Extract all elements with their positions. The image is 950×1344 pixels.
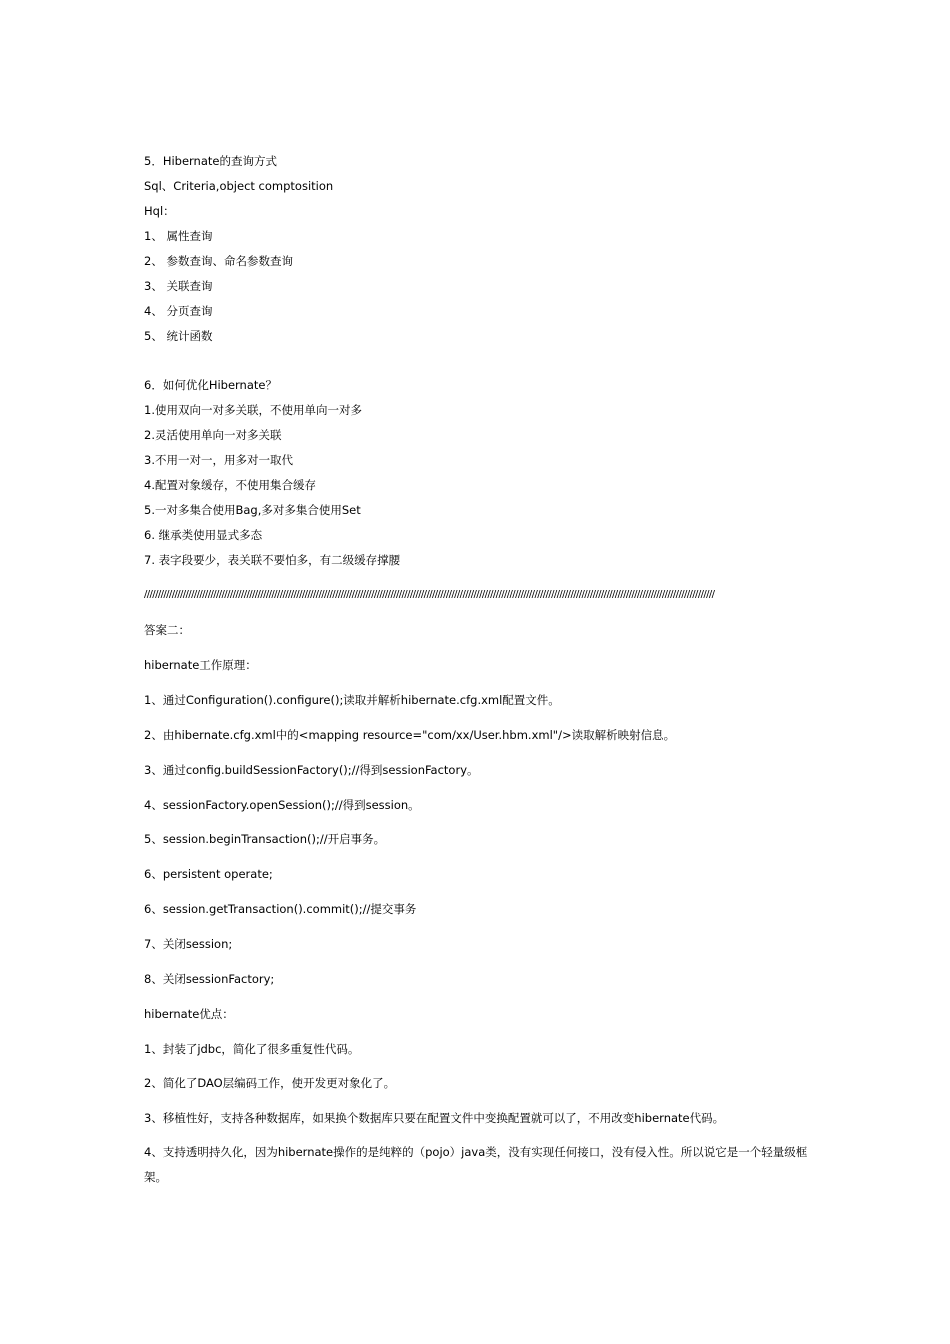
advantage-item: 3、移植性好，支持各种数据库，如果换个数据库只要在配置文件中变换配置就可以了，不用改变hibernate代码。 [144, 1111, 725, 1125]
list-item: 3、 关联查询 [144, 279, 213, 293]
list-item: 7. 表字段要少，表关联不要怕多，有二级缓存撑腰 [144, 553, 401, 567]
list-item: 1.使用双向一对多关联，不使用单向一对多 [144, 403, 362, 417]
principle-title: hibernate工作原理： [144, 658, 257, 672]
hql-label: Hql： [144, 204, 175, 218]
step-item: 6、session.getTransaction().commit();//提交事务 [144, 902, 417, 916]
step-item: 3、通过config.buildSessionFactory();//得到sessionFactory。 [144, 763, 479, 777]
list-item: 5、 统计函数 [144, 329, 213, 343]
slash-divider: ////////////////////////////////////////////////////////////////////////////////////////////////////////////////////////////////////////////////////////////////////////////////////////////////////////////// [144, 589, 715, 600]
advantage-item: 4、支持透明持久化，因为hibernate操作的是纯粹的（pojo）java类，没有实现任何接口，没有侵入性。所以说它是一个轻量级框架。 [144, 1145, 808, 1184]
step-item: 2、由hibernate.cfg.xml中的<mapping resource="com/xx/User.hbm.xml"/>读取解析映射信息。 [144, 728, 676, 742]
list-item: 3.不用一对一，用多对一取代 [144, 453, 293, 467]
list-item: 2、 参数查询、命名参数查询 [144, 254, 293, 268]
list-item: 1、 属性查询 [144, 229, 213, 243]
step-item: 5、session.beginTransaction();//开启事务。 [144, 832, 386, 846]
list-item: 4、 分页查询 [144, 304, 213, 318]
section-title-optimize: 6．如何优化Hibernate？ [144, 378, 277, 392]
step-item: 8、关闭sessionFactory; [144, 972, 275, 986]
step-item: 7、关闭session; [144, 937, 233, 951]
advantages-title: hibernate优点： [144, 1007, 234, 1021]
step-item: 6、persistent operate; [144, 867, 273, 881]
list-item: 4.配置对象缓存，不使用集合缓存 [144, 478, 316, 492]
advantage-item: 2、简化了DAO层编码工作，使开发更对象化了。 [144, 1076, 396, 1090]
step-item: 4、sessionFactory.openSession();//得到session。 [144, 798, 420, 812]
step-item: 1、通过Configuration().configure();读取并解析hibernate.cfg.xml配置文件。 [144, 693, 560, 707]
list-item: 6. 继承类使用显式多态 [144, 528, 263, 542]
text-line: Sql、Criteria,object comptosition [144, 179, 334, 193]
answer-two-title: 答案二： [144, 623, 190, 637]
section-title-query-methods: 5．Hibernate的查询方式 [144, 154, 277, 168]
list-item: 5.一对多集合使用Bag,多对多集合使用Set [144, 503, 361, 517]
list-item: 2.灵活使用单向一对多关联 [144, 428, 282, 442]
advantage-item: 1、封装了jdbc，简化了很多重复性代码。 [144, 1042, 360, 1056]
